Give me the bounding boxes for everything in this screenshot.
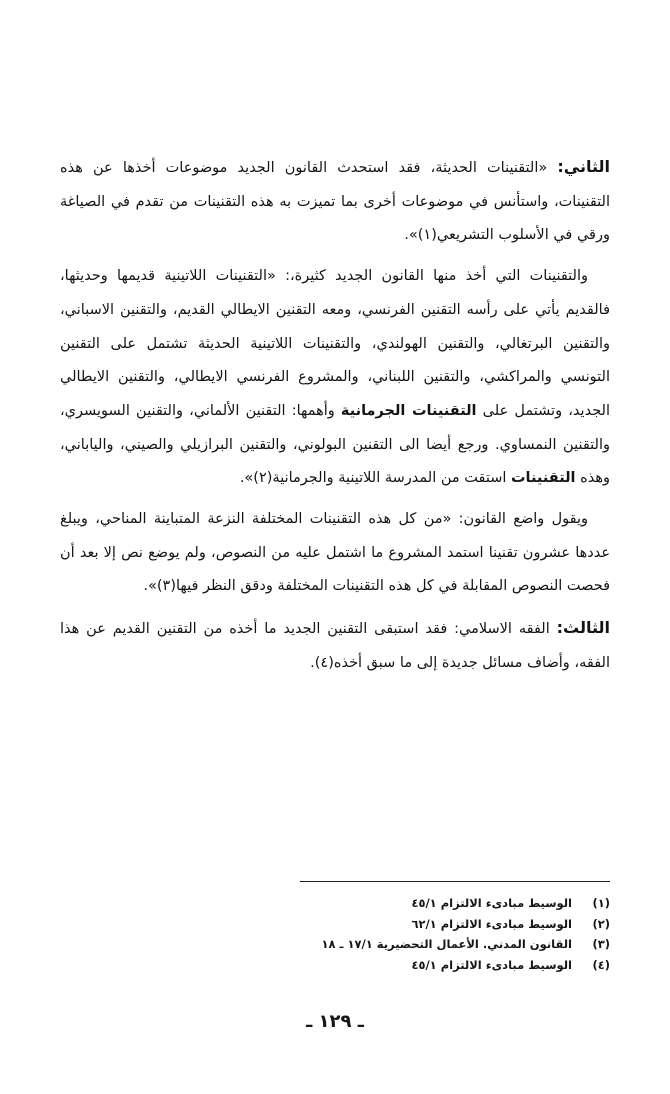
paragraph-codifications — [60, 260, 610, 496]
paragraph-text: ويقول واضع القانون: «من كل هذه التقنينات المختلفة النزعة المتباينة المناحي، ويبلغ عددها عشرون تقنينا استمد المشروع ما اشتمل عليه من النصوص، ولم يوضع نص إلا بعد أن فحصت النصوص المقابلة في كل هذه التقنينات المختلفة ودقق النظر فيها(٣)». — [60, 511, 610, 595]
bold-term-codes: التقنينات — [510, 470, 576, 487]
footnote-text: الوسيط مبادىء الالتزام ٤٥/١ — [411, 957, 572, 972]
page-number: ـ ١٢٩ ـ — [306, 1011, 364, 1032]
paragraph-text: والتقنينات التي أخذ منها القانون الجديد كثيرة،: «التقنينات اللاتينية قديمها وحديثها، فالقديم يأتي على رأسه التقنين الفرنسي، ومعه التقنين الايطالي القديم، والتقنين الاسباني، والتقنين البرتغالي، والتقنين الهولندي، والتقنينات اللاتينية الحديثة تشتمل على التقنين التونسي والمراكشي، والتقنين اللبناني، والمشروع الفرنسي الايطالي، والتقنين الايطالي الجديد، وتشتمل على — [60, 268, 610, 419]
paragraph-third-source — [60, 611, 610, 680]
paragraph-text: «التقنينات الحديثة، فقد استحدث القانون الجديد موضوعات أخذها عن هذه التقنينات، واستأنس في موضوعات أخرى بما تميزت به هذه التقنينات من تقدم في الصياغة ورقي في الأسلوب التشريعي(١)». — [60, 160, 610, 244]
footnote-text: الوسيط مبادىء الالتزام ٦٢/١ — [411, 916, 572, 931]
footnote-number: (٢) — [592, 916, 610, 931]
paragraph-second-source — [60, 150, 610, 253]
footnotes — [210, 893, 610, 975]
paragraph-text: استقت من المدرسة اللاتينية والجرمانية(٢)». — [239, 470, 511, 487]
footnote-item — [210, 955, 610, 976]
footnote-item — [210, 934, 610, 955]
footnote-item — [210, 893, 610, 914]
footnote-text: القانون المدني. الأعمال التحضيرية ١٧/١ ـ ١٨ — [321, 937, 572, 951]
footnote-item — [210, 914, 610, 935]
footnote-number: (٤) — [592, 957, 610, 972]
paragraph-text: الفقه الاسلامي: فقد استبقى التقنين الجديد ما أخذه من التقنين القديم عن هذا الفقه، وأضاف مسائل جديدة إلى ما سبق أخذه(٤). — [60, 621, 610, 671]
paragraph-text: وأهمها: التقنين الألماني، والتقنين السويسري، والتقنين النمساوي. ورجع أيضا الى التقنين البولوني، والتقنين البرازيلي والصيني، والياباني، وهذه — [60, 402, 610, 487]
footnote-number: (١) — [592, 896, 610, 910]
footnote-text: الوسيط مبادىء الالتزام ٤٥/١ — [411, 896, 572, 910]
section-lead-second: الثاني: — [557, 157, 610, 176]
section-lead-third: الثالث: — [556, 618, 610, 638]
paragraph-legislator-quote — [60, 503, 610, 604]
footnote-number: (٣) — [592, 937, 610, 951]
page-body — [60, 150, 610, 681]
footnote-divider — [300, 881, 610, 882]
bold-term-germanic-codes: التقنينات الجرمانية — [340, 402, 477, 419]
